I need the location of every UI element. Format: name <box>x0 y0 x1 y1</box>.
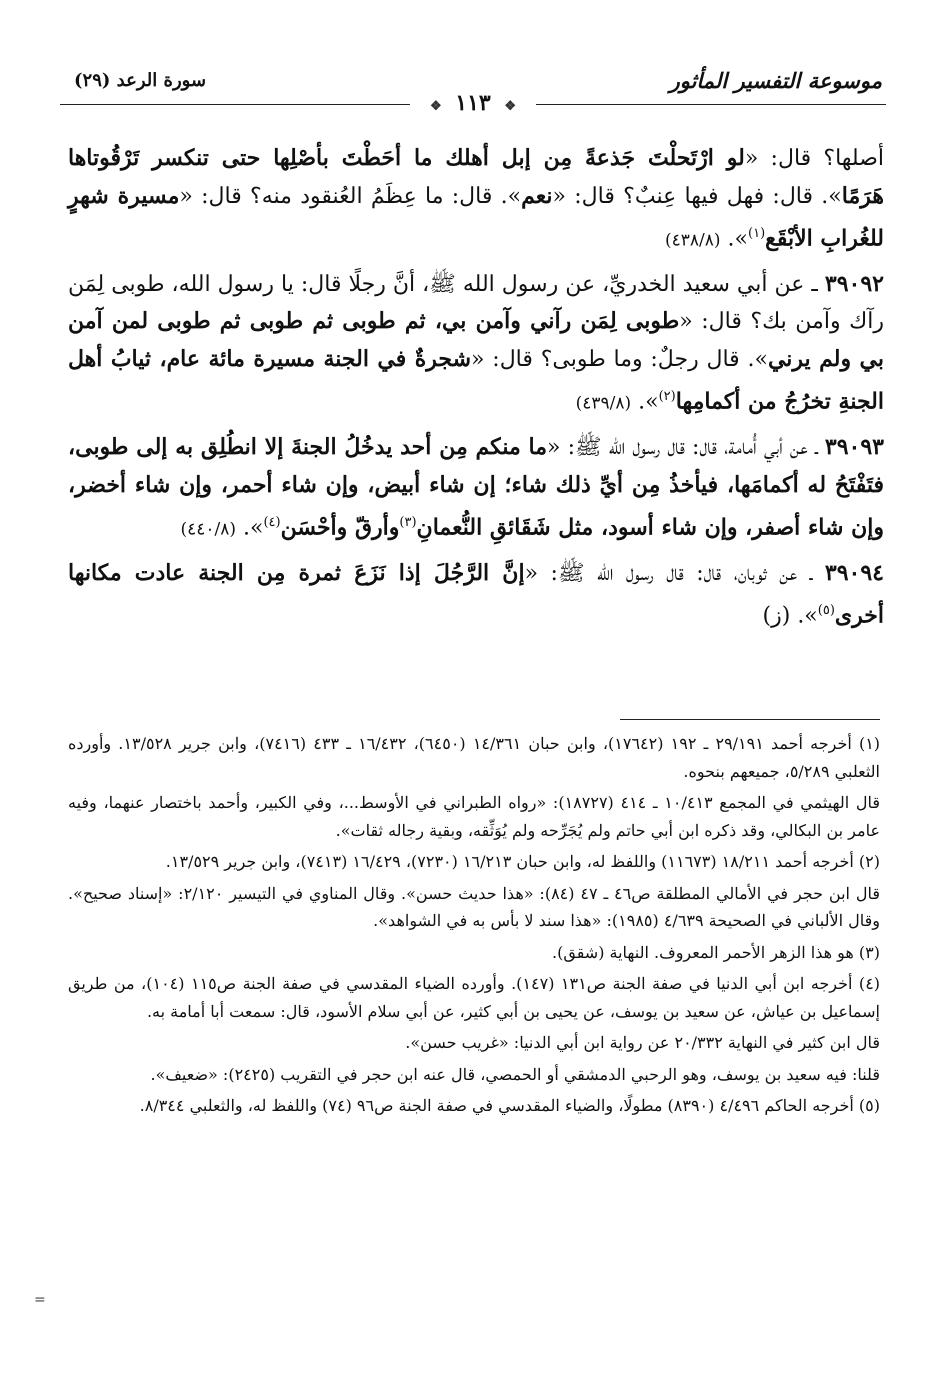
footnote-divider <box>620 719 880 720</box>
paragraph-continuation <box>68 140 884 260</box>
hadith-text: شجرةٌ في الجنة مسيرة مائة عام، ثيابُ أهل الجنةِ تخرُجُ من أكمامِها <box>68 345 884 415</box>
hadith-text: إنَّ الرَّجُلَ إذا نَزَعَ ثمرة مِن الجنة عادت مكانها أخرى <box>68 559 884 629</box>
hadith-entry <box>68 555 884 635</box>
hadith-text: مسيرة شهرٍ للغُرابِ الأبْقَع <box>68 182 884 252</box>
volume-ref: (٤٣٨/٨) <box>665 230 721 251</box>
footnote: (٢) أخرجه أحمد ١٨/٢١١ (١١٦٧٣) واللفظ له، وابن حبان ١٦/٢١٣ (٧٢٣٠)، ١٦/٤٢٩ (٧٤١٣)، وابن جرير ١٣/٥٢٩. <box>165 852 880 871</box>
running-header <box>60 64 886 124</box>
text: ـ عن أبي سعيد الخدريِّ، عن رسول الله ﷺ، أنَّ رجلًا قال: يا رسول الله، طوبى لِمَن رآك وآمن بك؟ قال: « <box>68 271 884 335</box>
text: ». قال رجلٌ: وما طوبى؟ قال: « <box>471 346 768 372</box>
text: ». <box>720 226 749 252</box>
entry-number: ٣٩٠٩٢ <box>824 270 884 297</box>
entry-number: ٣٩٠٩٤ <box>824 559 884 586</box>
text: ـ عن أبي أُمامة، قال: قال رسول الله ﷺ: « <box>547 435 825 461</box>
text: ». <box>235 515 264 541</box>
hadith-text: لو ارْتَحلْتَ جَذعةً مِن إبل أهلك ما أحَطْتَ بأصْلِها حتى تنكسر تَرْقُوتاها هَرَمًا <box>68 145 884 209</box>
text: ». قال: ما عِظَمُ العُنقود منه؟ قال: « <box>179 183 522 209</box>
page-number-block <box>410 90 536 116</box>
text: ـ عن ثوبان، قال: قال رسول الله ﷺ: « <box>524 560 825 586</box>
text: أصلها؟ قال: « <box>744 146 884 171</box>
footnote-ref[interactable]: (٥) <box>817 603 835 619</box>
footnote-ref[interactable]: (٤) <box>263 515 281 531</box>
footnote: قال ابن حجر في الأمالي المطلقة ص٤٦ ـ ٤٧ (٨٤): «هذا حديث حسن». وقال المناوي في التيسير ٢/١٢٠: «إسناد صحيح». وقال الألباني في الصحيحة ٤/٦٣٩ (١٩٨٥): «هذا سند لا بأس به في الشواهد». <box>68 883 881 930</box>
hadith-entry <box>68 266 884 423</box>
entry-number: ٣٩٠٩٣ <box>824 434 884 461</box>
book-title: موسوعة التفسير المأثور <box>669 68 882 93</box>
volume-ref: (٤٣٩/٨) <box>575 393 632 414</box>
surah-title: سورة الرعد (٢٩) <box>74 70 207 91</box>
continuation-mark: = <box>34 1292 46 1308</box>
ornament-icon: ❖ <box>504 99 517 114</box>
volume-ref: (٤٤٠/٨) <box>180 519 236 540</box>
footnote-ref[interactable]: (٢) <box>658 389 676 405</box>
page-number: ١١٣ <box>455 90 491 116</box>
footnotes <box>68 730 880 1124</box>
hadith-text: وأرقّ وأحْسَن <box>280 514 400 541</box>
footnote: (٣) هو هذا الزهر الأحمر المعروف. النهاية (شقق). <box>552 942 880 962</box>
ornament-icon: ❖ <box>429 99 442 114</box>
hadith-text: طوبى لِمَن رآني وآمن بي، ثم طوبى ثم طوبى ثم طوبى لمن آمن بي ولم يرني <box>68 308 884 372</box>
main-text <box>68 140 884 641</box>
footnote: قال الهيثمي في المجمع ١٠/٤١٣ ـ ٤١٤ (١٨٧٢٧): «رواه الطبراني في الأوسط...، وفي الكبير، وأحمد باختصار عنهما، وفيه عامر بن البكالي، وقد ذكره ابن أبي حاتم ولم يُجَرِّحه ولم يُوَثِّقه، وبقية رجاله ثقات». <box>68 793 881 840</box>
text: ». (ز) <box>762 603 818 629</box>
hadith-text: نعم <box>521 182 553 209</box>
footnote: (٤) أخرجه ابن أبي الدنيا في صفة الجنة ص١٣١ (١٤٧). وأورده الضياء المقدسي في صفة الجنة ص١١٥ (١٠٤)، من طريق إسماعيل بن عياش، عن سعيد بن يوسف، عن يحيى بن أبي كثير، عن أبي سلام الأسود، قال: سمعت أبا أمامة به. <box>68 974 881 1021</box>
footnote-ref[interactable]: (٣) <box>399 515 417 531</box>
footnote: (٥) أخرجه الحاكم ٤/٤٩٦ (٨٣٩٠) مطولًا، والضياء المقدسي في صفة الجنة ص٩٦ (٧٤) واللفظ له، والثعلبي ٨/٣٤٤. <box>139 1096 880 1115</box>
footnote: قلنا: فيه سعيد بن يوسف، وهو الرحبي الدمشقي أو الحمصي، قال عنه ابن حجر في التقريب (٢٤٢٥): «ضعيف». <box>150 1064 880 1084</box>
text: ». <box>631 389 659 415</box>
footnote-ref[interactable]: (١) <box>748 226 766 241</box>
footnote: (١) أخرجه أحمد ٢٩/١٩١ ـ ١٩٢ (١٧٦٤٢)، وابن حبان ١٤/٣٦١ (٦٤٥٠)، ١٦/٤٣٢ ـ ٤٣٣ (٧٤١٦)، وابن جرير ١٣/٥٢٨. وأورده الثعلبي ٥/٢٨٩، جميعهم بنحوه. <box>68 734 881 781</box>
text: ». قال: فهل فيها عِنبٌ؟ قال: « <box>552 183 842 209</box>
footnote: قال ابن كثير في النهاية ٢٠/٣٣٢ عن رواية ابن أبي الدنيا: «غريب حسن». <box>405 1033 880 1052</box>
hadith-text: ما منكم مِن أحد يدخُلُ الجنةَ إلا انطُلِق به إلى طوبى، فتَفْتَحُ له أكمامَها، فيأخذُ مِن أيِّ ذلك شاء؛ إن شاء أبيض، وإن شاء أحمر، وإن شاء أخضر، وإن شاء أصفر، وإن شاء أسود، مثل شَقَائقِ النُّعمانِ <box>68 434 884 541</box>
hadith-entry <box>68 429 884 549</box>
